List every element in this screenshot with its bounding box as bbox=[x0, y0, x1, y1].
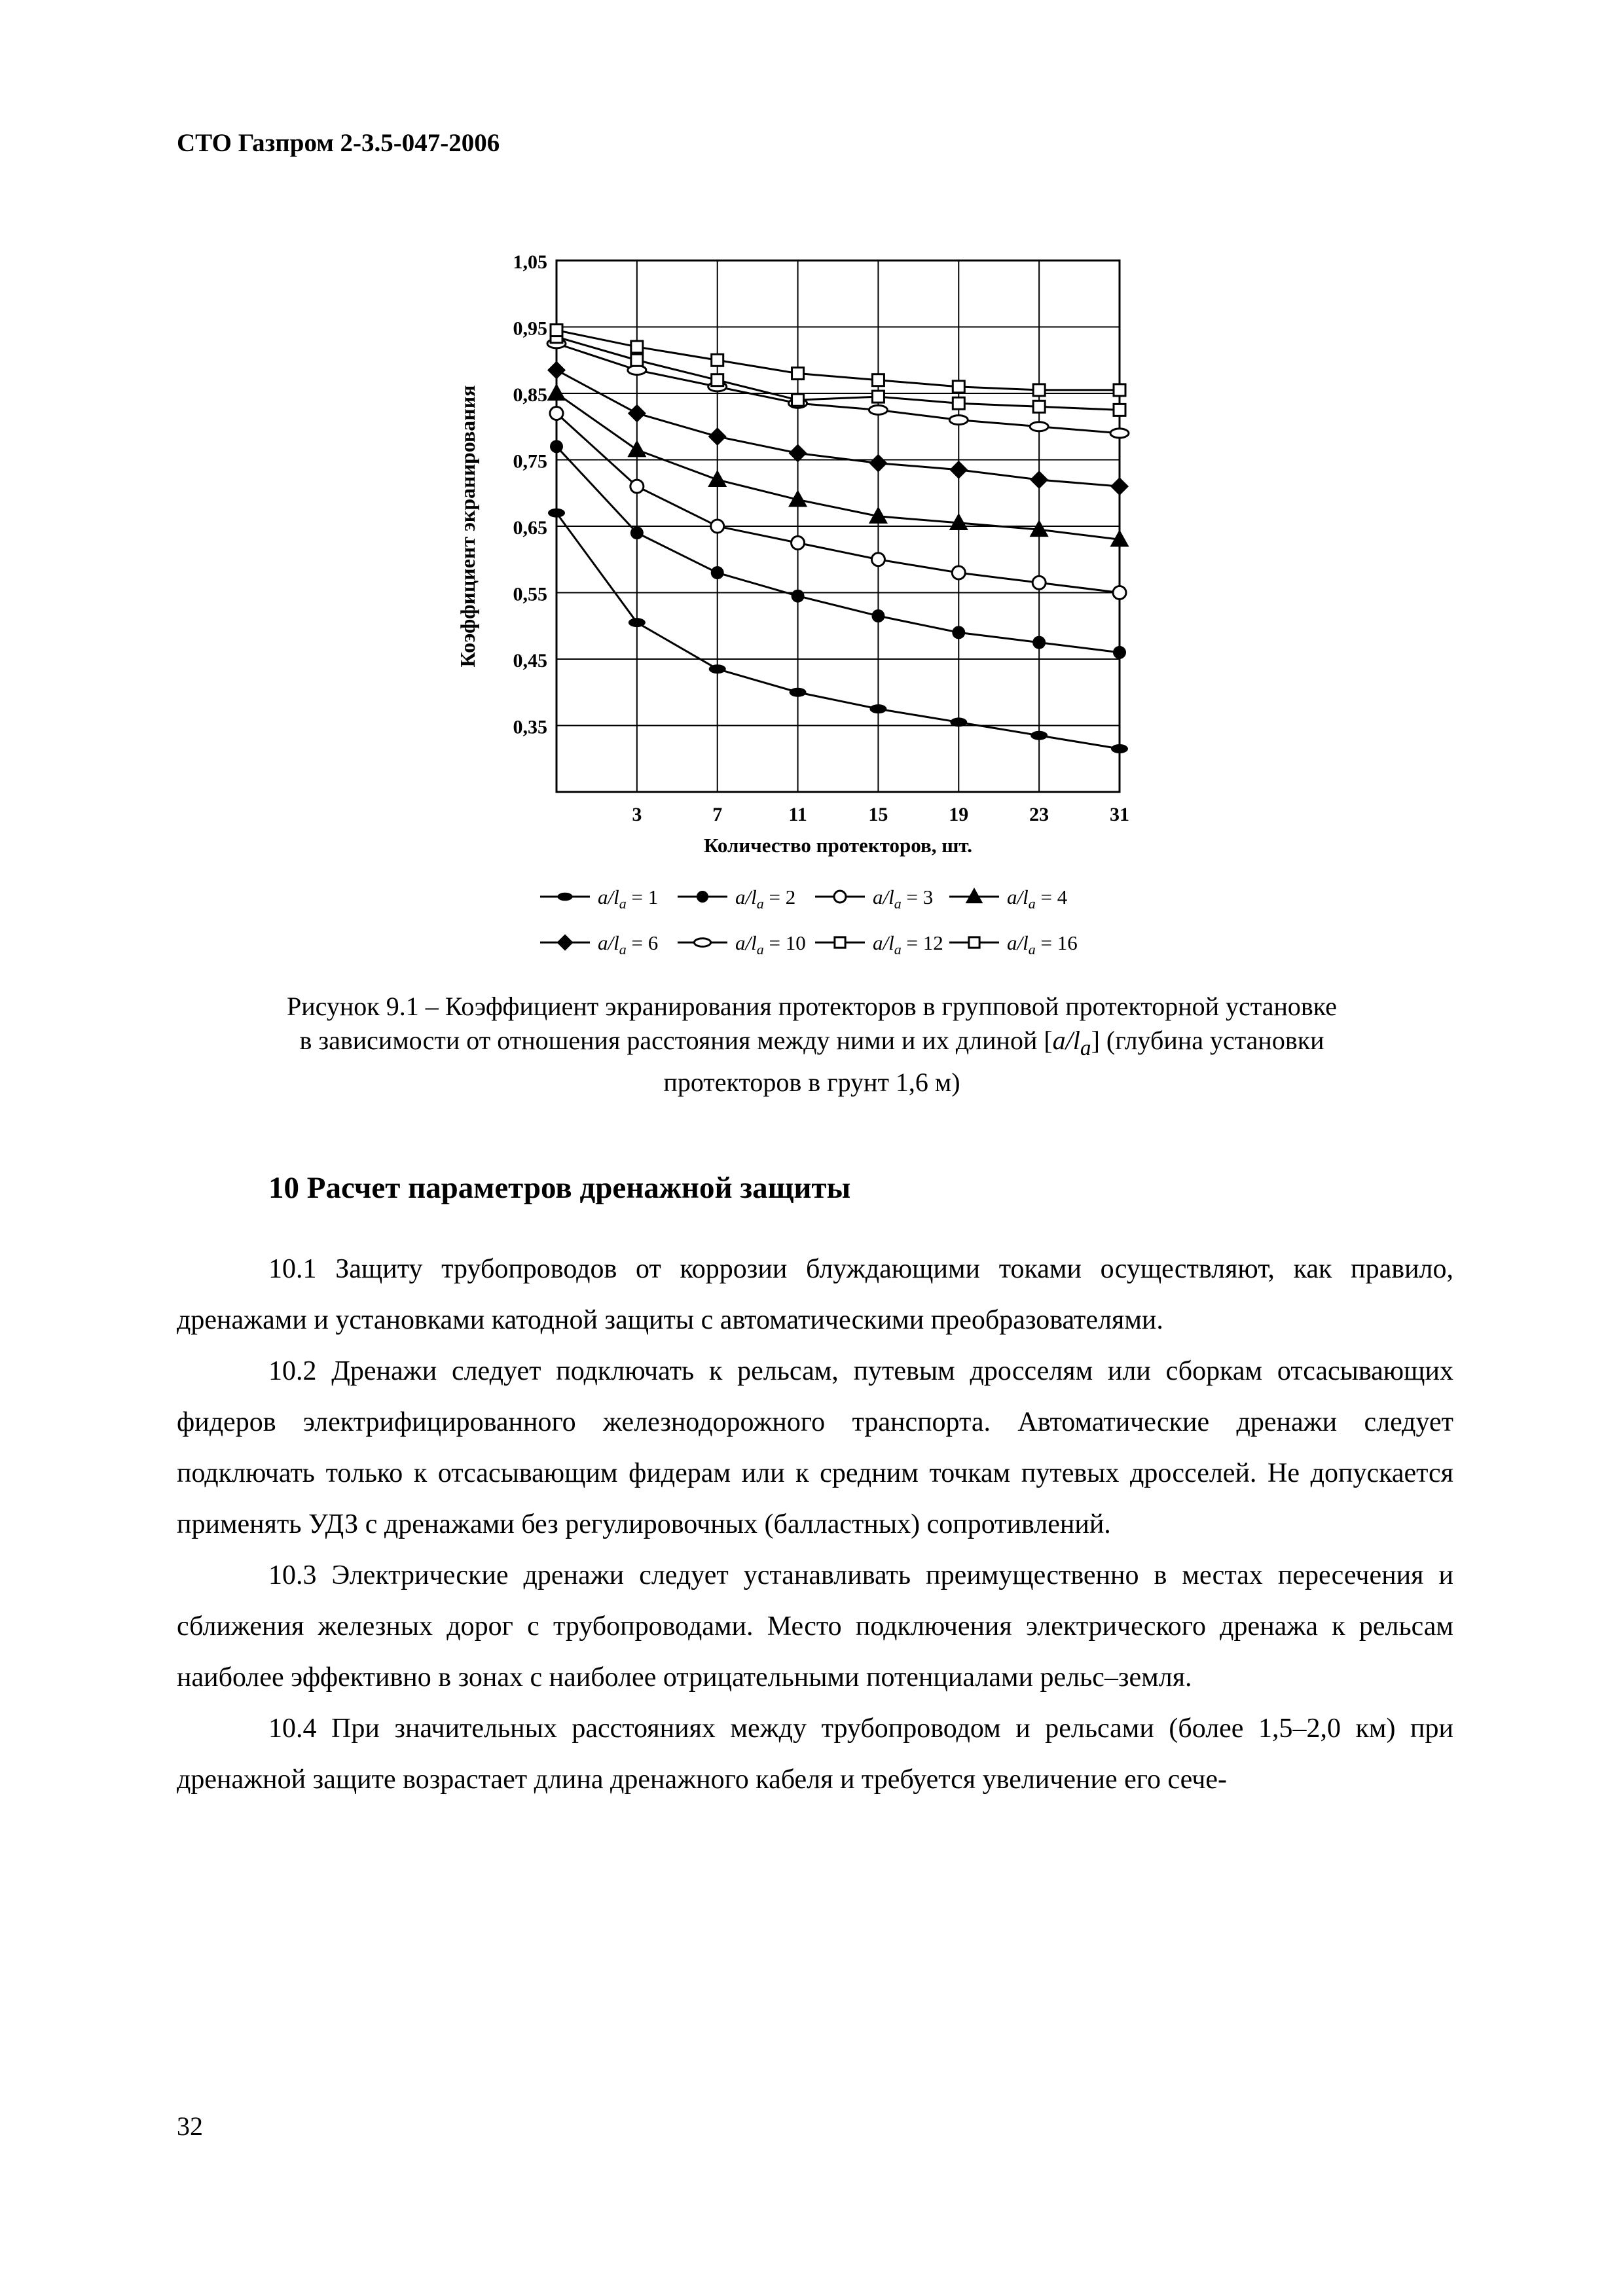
data-point bbox=[708, 427, 727, 446]
x-tick-label: 23 bbox=[1029, 804, 1049, 825]
paragraph-10-2: 10.2 Дренажи следует подключать к рельсам, путевым дросселям или сборкам отсасывающих фидеров электрифицированного железнодорожного транспорта. Автоматические дренажи следует подключать только к отсасывающим фидерам или к средним точкам путевых дросселей. Не допускается применять УДЗ с дренажами без регулировочных (балластных) сопротивлений. bbox=[177, 1356, 1453, 1539]
data-point bbox=[549, 386, 564, 400]
series-1 bbox=[548, 509, 1128, 753]
data-point bbox=[1113, 586, 1126, 600]
data-point bbox=[550, 406, 563, 420]
data-point bbox=[869, 704, 886, 713]
data-point bbox=[950, 717, 967, 726]
data-point bbox=[630, 526, 644, 539]
paragraph-10-4: 10.4 При значительных расстояниях между трубопроводом и рельсами (более 1,5–2,0 км) при дренажной защите возрастает длина дренажного кабеля и требуется увеличение его сече- bbox=[177, 1713, 1453, 1795]
caption-line-2 bbox=[170, 1024, 1453, 1066]
legend-item bbox=[540, 886, 658, 912]
legend-item bbox=[949, 886, 1068, 912]
y-tick-label: 0,65 bbox=[513, 517, 547, 539]
data-point bbox=[694, 939, 710, 947]
data-point bbox=[1114, 384, 1125, 396]
data-point bbox=[952, 626, 965, 639]
y-tick-label: 1,05 bbox=[513, 251, 547, 273]
y-tick-label: 0,85 bbox=[513, 384, 547, 406]
paragraph-10-3: 10.3 Электрические дренажи следует устанавливать преимущественно в местах пересечения и сближения железных дорог с трубопроводами. Место подключения электрического дренажа к рельсам наиболее эффективно в зонах с наиболее отрицательными потенциалами рельс–земля. bbox=[177, 1560, 1453, 1693]
data-point bbox=[969, 937, 979, 948]
x-tick-label: 11 bbox=[788, 804, 807, 825]
caption-line-2-end: ] (глубина установки bbox=[1091, 1026, 1324, 1055]
data-point bbox=[709, 664, 726, 673]
data-point bbox=[631, 354, 643, 366]
y-tick-label: 0,45 bbox=[513, 650, 547, 672]
legend-item bbox=[678, 931, 806, 958]
figure-caption bbox=[170, 990, 1453, 1100]
series-line bbox=[556, 513, 1120, 749]
data-point bbox=[872, 391, 884, 403]
caption-line-2-start: в зависимости от отношения расстояния между ними и их длиной [ bbox=[299, 1026, 1053, 1055]
data-point bbox=[551, 325, 562, 336]
legend-item bbox=[815, 931, 943, 958]
legend-label: $a/l_a = 10$ bbox=[735, 931, 806, 958]
data-point bbox=[792, 536, 805, 549]
section-title: 10 Расчет параметров дренажной защиты bbox=[268, 1171, 851, 1205]
shielding-coefficient-chart bbox=[432, 236, 1192, 969]
data-point bbox=[949, 461, 968, 479]
data-point bbox=[1113, 646, 1126, 659]
x-tick-label: 15 bbox=[868, 804, 888, 825]
caption-line-1: Рисунок 9.1 – Коэффициент экранирования протекторов в групповой протекторной установке bbox=[287, 992, 1337, 1021]
x-tick-label: 19 bbox=[949, 804, 969, 825]
legend-item bbox=[540, 931, 658, 958]
data-point bbox=[949, 416, 968, 425]
y-tick-label: 0,55 bbox=[513, 583, 547, 605]
data-point bbox=[710, 472, 725, 486]
page-number: 32 bbox=[177, 2111, 203, 2141]
data-point bbox=[790, 688, 807, 697]
data-point bbox=[1110, 477, 1129, 495]
legend-label: $a/l_a = 3$ bbox=[873, 886, 934, 912]
data-point bbox=[953, 397, 964, 409]
data-point bbox=[1030, 422, 1048, 431]
caption-line-3: протекторов в грунт 1,6 м) bbox=[663, 1067, 960, 1097]
legend-label: $a/l_a = 2$ bbox=[735, 886, 796, 912]
data-point bbox=[869, 405, 887, 414]
section-body bbox=[177, 1244, 1453, 1805]
legend-label: $a/l_a = 16$ bbox=[1007, 931, 1078, 958]
data-point bbox=[711, 520, 724, 533]
caption-formula-sub: a bbox=[1080, 1036, 1091, 1060]
x-tick-label: 31 bbox=[1110, 804, 1129, 825]
legend-label: $a/l_a = 1$ bbox=[598, 886, 659, 912]
data-point bbox=[629, 442, 645, 456]
y-tick-label: 0,75 bbox=[513, 450, 547, 473]
data-point bbox=[630, 480, 644, 493]
data-point bbox=[872, 374, 884, 386]
data-point bbox=[547, 361, 566, 379]
data-point bbox=[871, 553, 884, 566]
legend-item bbox=[949, 931, 1078, 958]
data-point bbox=[792, 394, 804, 406]
x-tick-label: 7 bbox=[712, 804, 723, 825]
data-point bbox=[1030, 471, 1048, 489]
series-line bbox=[556, 413, 1120, 592]
data-point bbox=[557, 893, 572, 901]
y-tick-label: 0,95 bbox=[513, 317, 547, 340]
document-header: СТО Газпром 2-3.5-047-2006 bbox=[177, 129, 500, 157]
chart-legend bbox=[540, 886, 1078, 958]
data-point bbox=[835, 937, 845, 948]
data-point bbox=[1033, 384, 1045, 396]
data-point bbox=[834, 891, 846, 903]
data-point bbox=[1111, 744, 1128, 753]
data-point bbox=[1114, 404, 1125, 416]
data-point bbox=[628, 404, 646, 422]
data-point bbox=[792, 368, 804, 380]
data-point bbox=[697, 891, 708, 903]
data-point bbox=[631, 341, 643, 353]
x-axis-title: Количество протекторов, шт. bbox=[703, 834, 973, 857]
legend-item bbox=[678, 886, 795, 912]
legend-item bbox=[815, 886, 933, 912]
data-point bbox=[952, 566, 965, 579]
paragraph-10-1: 10.1 Защиту трубопроводов от коррозии блуждающими токами осуществляют, как правило, дренажами и установками катодной защиты с автоматическими преобразователями. bbox=[177, 1254, 1453, 1335]
data-point bbox=[711, 566, 724, 579]
data-point bbox=[1032, 636, 1046, 649]
data-point bbox=[550, 440, 563, 453]
data-point bbox=[869, 454, 887, 473]
data-point bbox=[1033, 401, 1045, 412]
data-point bbox=[1030, 731, 1048, 740]
data-point bbox=[629, 618, 646, 627]
data-point bbox=[1032, 576, 1046, 589]
legend-label: $a/l_a = 4$ bbox=[1007, 886, 1068, 912]
data-point bbox=[712, 354, 723, 366]
data-point bbox=[871, 609, 884, 622]
data-point bbox=[953, 381, 964, 393]
data-point bbox=[792, 590, 805, 603]
data-point bbox=[556, 934, 573, 950]
legend-label: $a/l_a = 6$ bbox=[598, 931, 659, 958]
y-axis-title: Коэффициент экранирования bbox=[456, 385, 479, 668]
legend-label: $a/l_a = 12$ bbox=[873, 931, 943, 958]
data-point bbox=[712, 374, 723, 386]
x-tick-label: 3 bbox=[632, 804, 642, 825]
data-point bbox=[548, 509, 565, 518]
y-tick-label: 0,35 bbox=[513, 716, 547, 738]
data-point bbox=[1110, 429, 1129, 438]
caption-formula: a/l bbox=[1052, 1026, 1080, 1055]
